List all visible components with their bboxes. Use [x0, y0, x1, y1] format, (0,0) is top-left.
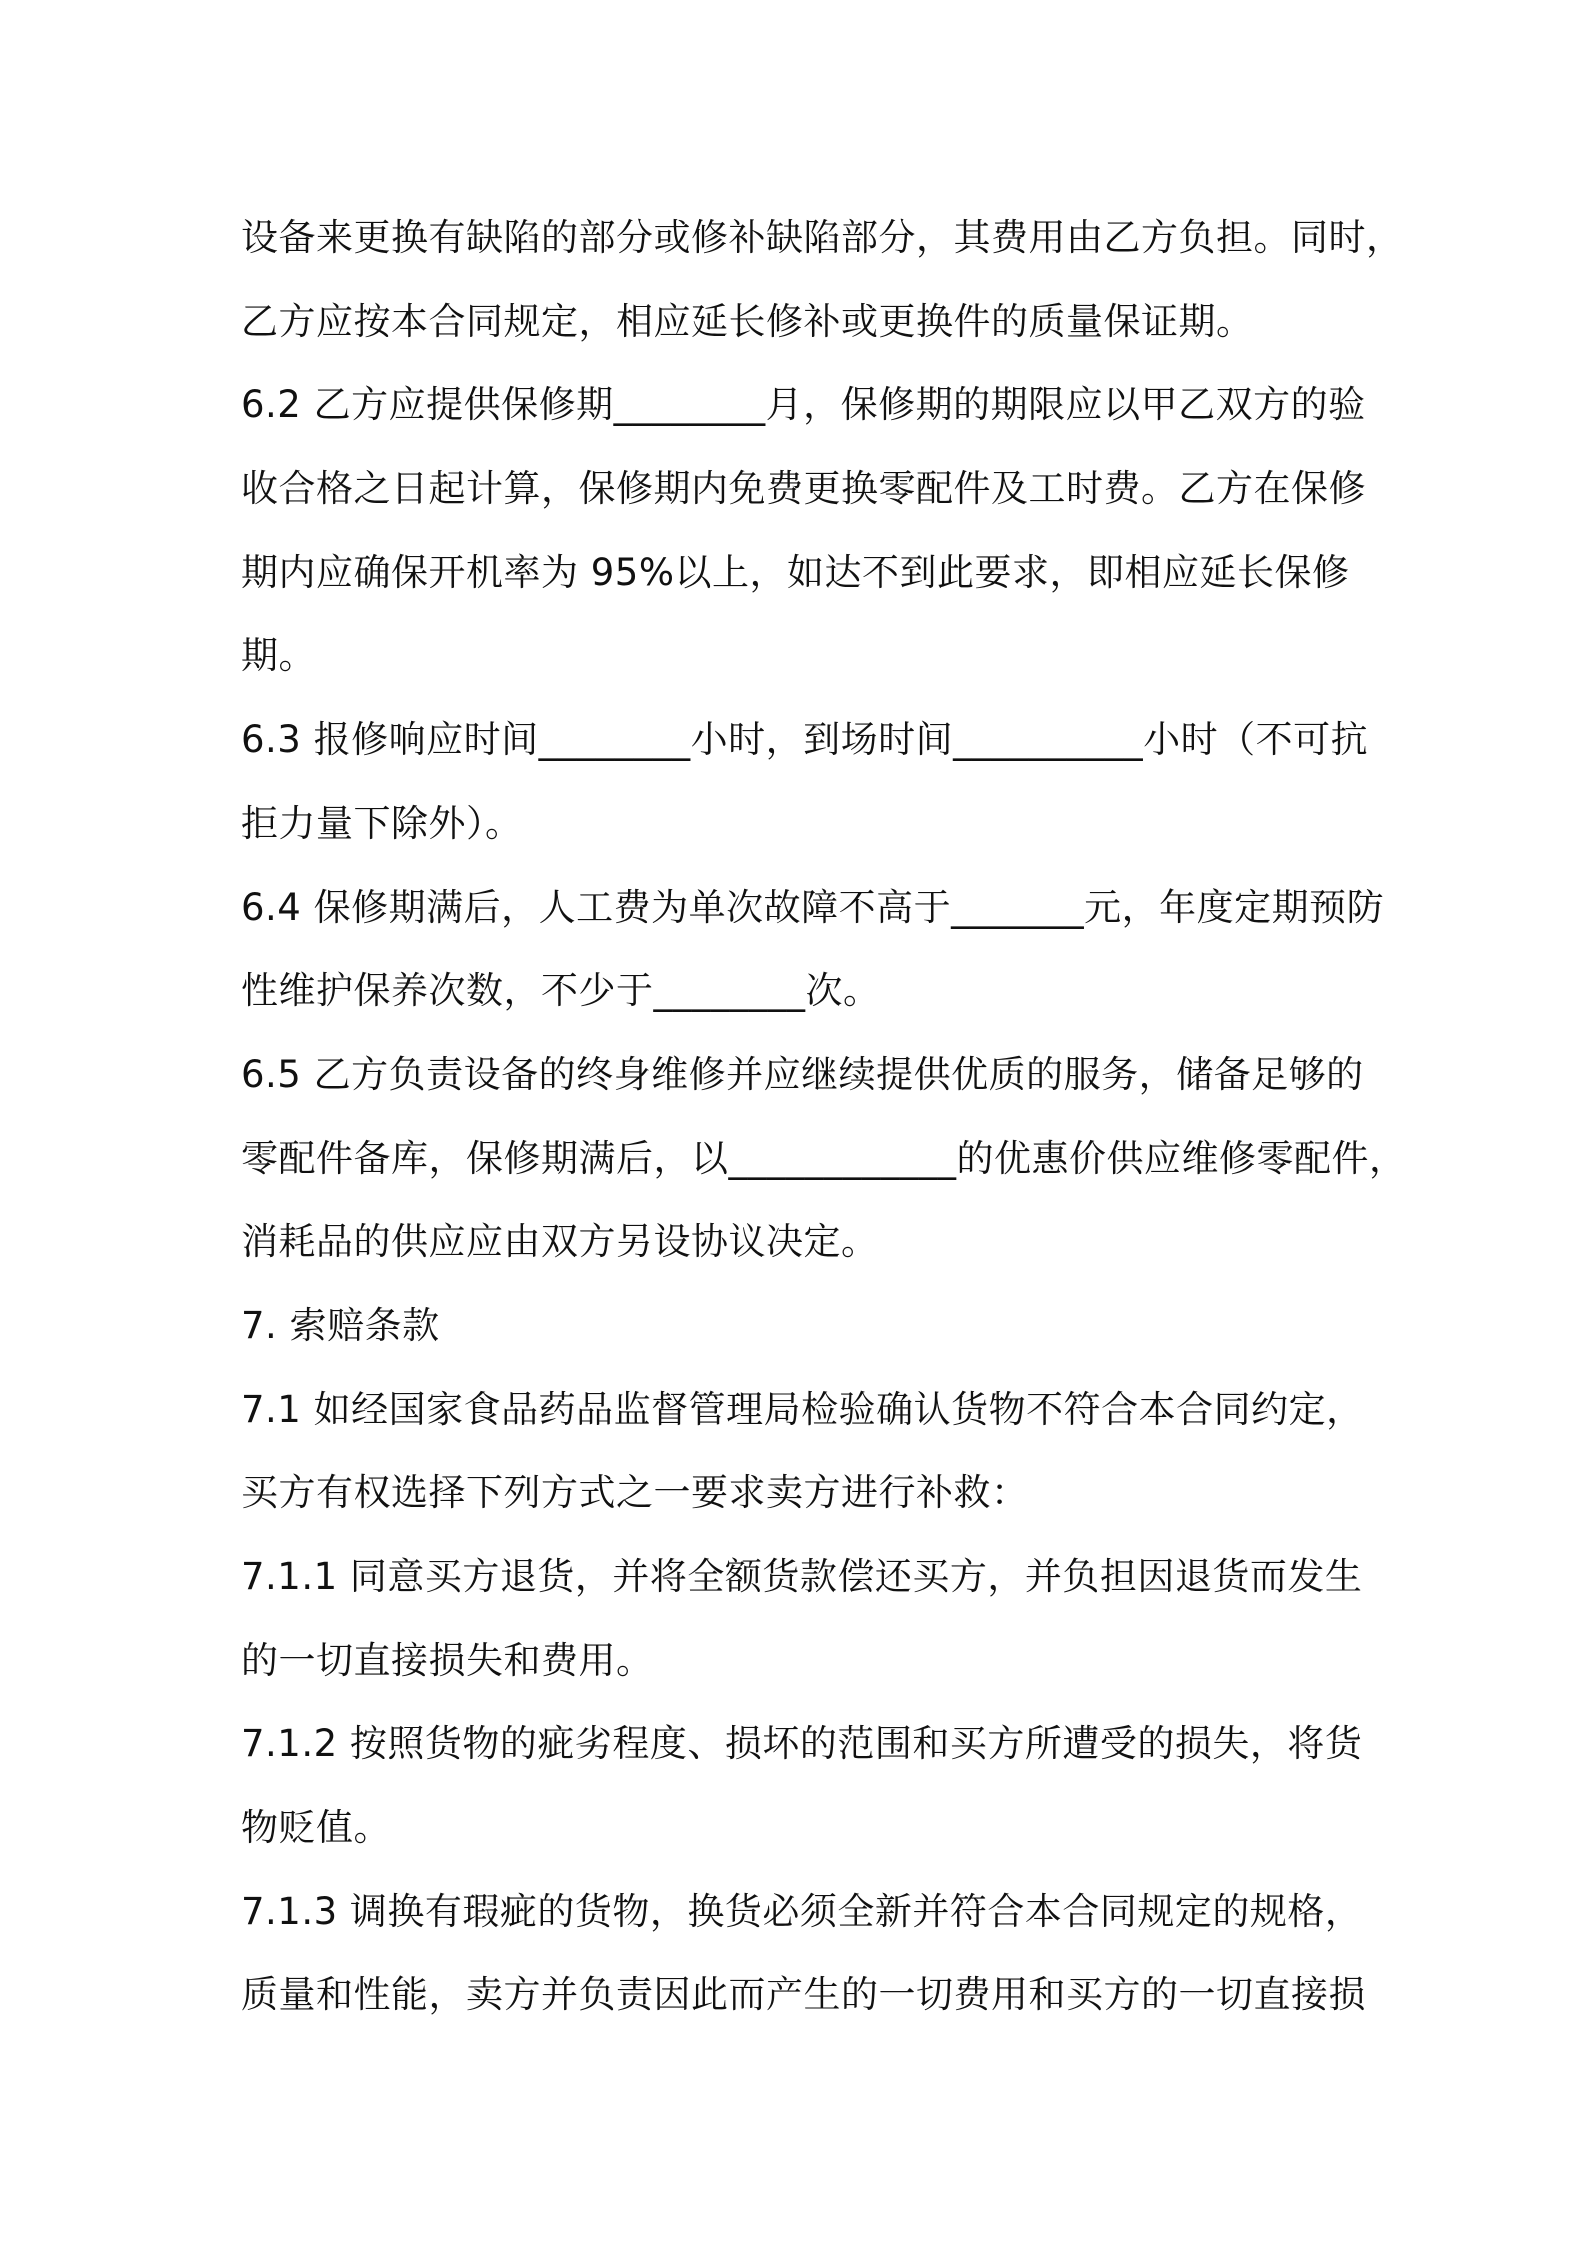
clause-6-4: 6.4 保修期满后，人工费为单次故障不高于_______元，年度定期预防	[241, 885, 1385, 929]
text-line: 设备来更换有缺陷的部分或修补缺陷部分，其费用由乙方负担。同时，	[241, 216, 1404, 259]
text-line: 零配件备库，保修期满后，以____________的优惠价供应维修零配件，	[241, 1136, 1407, 1180]
clause-7-1: 7.1 如经国家食品药品监督管理局检验确认货物不符合本合同约定，	[241, 1387, 1364, 1431]
clause-6-5: 6.5 乙方负责设备的终身维修并应继续提供优质的服务，储备足够的	[241, 1052, 1364, 1096]
text-line: 期内应确保开机率为 95%以上，如达不到此要求，即相应延长保修	[241, 550, 1350, 594]
clause-6-2: 6.2 乙方应提供保修期________月，保修期的期限应以甲乙双方的验	[241, 383, 1366, 427]
text-line: 买方有权选择下列方式之一要求卖方进行补救：	[241, 1471, 1029, 1515]
text-line: 消耗品的供应应由双方另设协议决定。	[241, 1220, 879, 1264]
clause-7-1-2: 7.1.2 按照货物的疵劣程度、损坏的范围和买方所遭受的损失，将货	[241, 1722, 1363, 1766]
clause-7-1-1: 7.1.1 同意买方退货，并将全额货款偿还买方，并负担因退货而发生	[241, 1555, 1363, 1598]
text-line: 的一切直接损失和费用。	[241, 1638, 654, 1682]
contract-body	[241, 196, 1407, 2037]
text-line: 性维护保养次数，不少于________次。	[241, 969, 881, 1013]
section-heading-7: 7. 索赔条款	[241, 1303, 440, 1347]
clause-6-3: 6.3 报修响应时间________小时，到场时间__________小时（不可抗	[241, 718, 1369, 762]
text-line: 乙方应按本合同规定，相应延长修补或更换件的质量保证期。	[241, 299, 1254, 343]
clause-7-1-3: 7.1.3 调换有瑕疵的货物，换货必须全新并符合本合同规定的规格，	[241, 1889, 1363, 1933]
text-line: 物贬值。	[241, 1806, 391, 1850]
text-line: 期。	[241, 634, 316, 678]
text-line: 拒力量下除外）。	[241, 801, 523, 845]
text-line: 质量和性能，卖方并负责因此而产生的一切费用和买方的一切直接损	[241, 1973, 1366, 2017]
text-line: 收合格之日起计算，保修期内免费更换零配件及工时费。乙方在保修	[241, 467, 1366, 511]
